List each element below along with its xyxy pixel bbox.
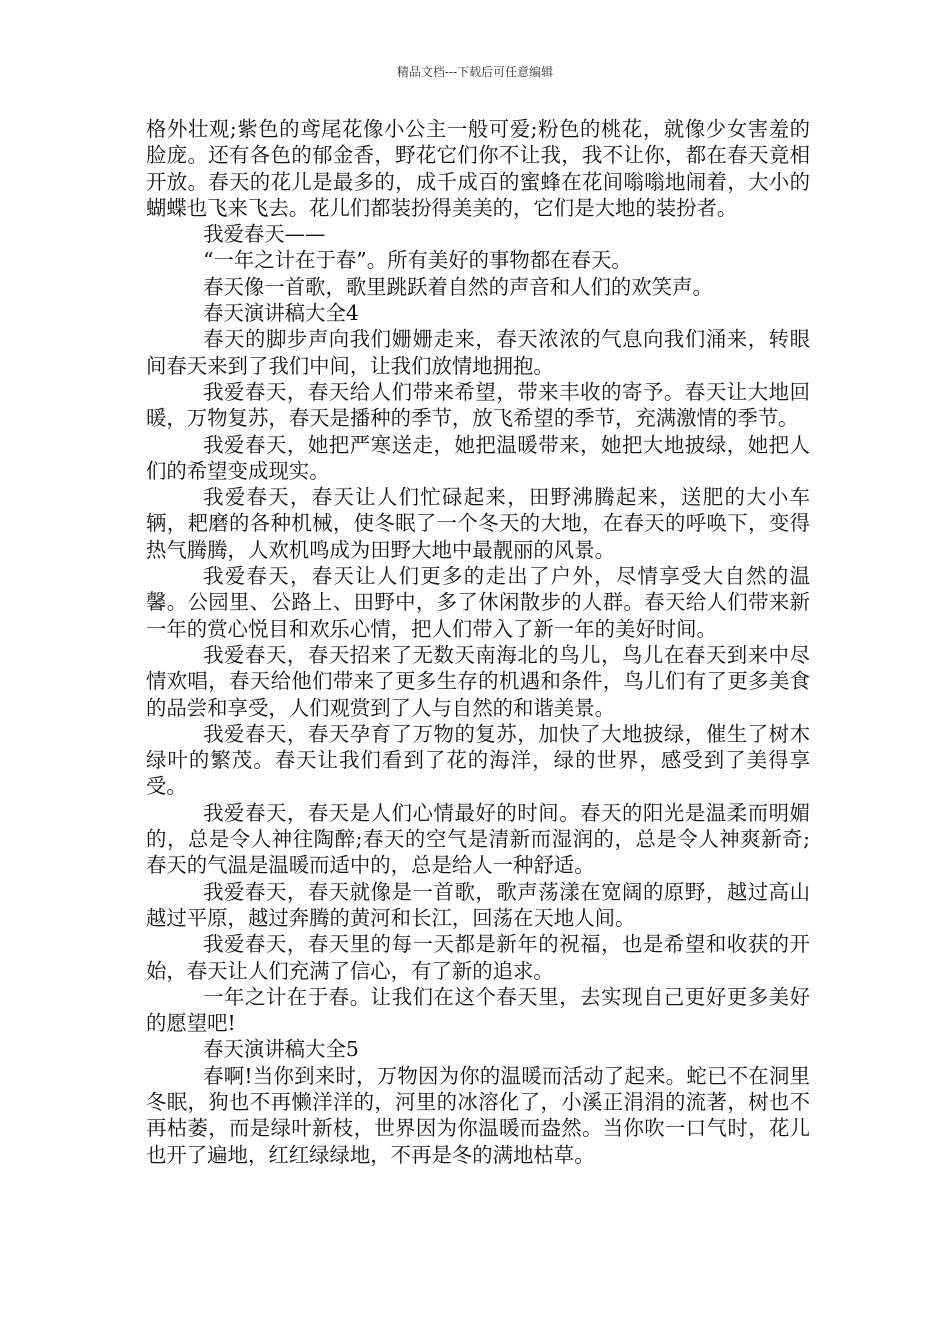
- paragraph-1: 格外壮观;紫色的鸢尾花像小公主一般可爱;粉色的桃花，就像少女害羞的脸庞。还有各色的郁金香，野花它们你不让我，我不让你，都在春天竟相开放。春天的花儿是最多的，成千成百的蜜蜂在花间嗡嗡地闹着，大小的蝴蝶也飞来飞去。花儿们都装扮得美美的，它们是大地的装扮者。: [146, 117, 810, 220]
- paragraph-8: 我爱春天，她把严寒送走，她把温暖带来，她把大地披绿，她把人们的希望变成现实。: [146, 432, 810, 483]
- paragraph-14: 我爱春天，春天就像是一首歌，歌声荡漾在宽阔的原野，越过高山越过平原，越过奔腾的黄河和长江，回荡在天地人间。: [146, 879, 810, 930]
- paragraph-13: 我爱春天，春天是人们心情最好的时间。春天的阳光是温柔而明媚的，总是令人神往陶醉;春天的空气是清新而湿润的，总是令人神爽新奇;春天的气温是温暖而适中的，总是给人一种舒适。: [146, 800, 810, 878]
- paragraph-9: 我爱春天，春天让人们忙碌起来，田野沸腾起来，送肥的大小车辆，耙磨的各种机械，使冬眠了一个冬天的大地，在春天的呼唤下，变得热气腾腾，人欢机鸣成为田野大地中最靓丽的风景。: [146, 485, 810, 562]
- paragraph-3: “一年之计在于春”。所有美好的事物都在春天。: [203, 248, 632, 273]
- page-header: 精品文档---下载后可任意编辑: [396, 65, 554, 79]
- paragraph-7: 我爱春天，春天给人们带来希望，带来丰收的寄予。春天让大地回暖，万物复苏，春天是播种的季节，放飞希望的季节，充满激情的季节。: [146, 379, 810, 431]
- paragraph-6: 春天的脚步声向我们姗姗走来，春天浓浓的气息向我们涌来，转眼间春天来到了我们中间，让我们放情地拥抱。: [146, 327, 810, 378]
- section-heading-5: 春天演讲稿大全5: [203, 1037, 359, 1062]
- paragraph-18: 春啊!当你到来时，万物因为你的温暖而活动了起来。蛇已不在洞里冬眠，狗也不再懒洋洋的，河里的冰溶化了，小溪正涓涓的流著，树也不再枯萎，而是绿叶新枝，世界因为你温暖而盎然。当你吹一口气时，花儿也开了遍地，红红绿绿地，不再是冬的满地枯草。: [146, 1063, 810, 1167]
- section-heading-4: 春天演讲稿大全4: [203, 301, 359, 326]
- paragraph-2: 我爱春天——: [203, 222, 326, 247]
- paragraph-10: 我爱春天，春天让人们更多的走出了户外，尽情享受大自然的温馨。公园里、公路上、田野中，多了休闲散步的人群。春天给人们带来新一年的赏心悦目和欢乐心情，把人们带入了新一年的美好时间。: [146, 564, 810, 641]
- paragraph-12: 我爱春天，春天孕育了万物的复苏，加快了大地披绿，催生了树木绿叶的繁茂。春天让我们看到了花的海洋，绿的世界，感受到了美得享受。: [146, 721, 810, 799]
- paragraph-4: 春天像一首歌，歌里跳跃着自然的声音和人们的欢笑声。: [203, 274, 713, 299]
- document-body: [146, 116, 810, 1168]
- paragraph-16: 一年之计在于春。让我们在这个春天里，去实现自己更好更多美好的愿望吧!: [146, 984, 810, 1036]
- paragraph-11: 我爱春天，春天招来了无数天南海北的鸟儿，鸟儿在春天到来中尽情欢唱，春天给他们带来了更多生存的机遇和条件，鸟儿们有了更多美食的品尝和享受，人们观赏到了人与自然的和谐美景。: [146, 642, 810, 720]
- paragraph-15: 我爱春天，春天里的每一天都是新年的祝福，也是希望和收获的开始，春天让人们充满了信心，有了新的追求。: [146, 932, 810, 983]
